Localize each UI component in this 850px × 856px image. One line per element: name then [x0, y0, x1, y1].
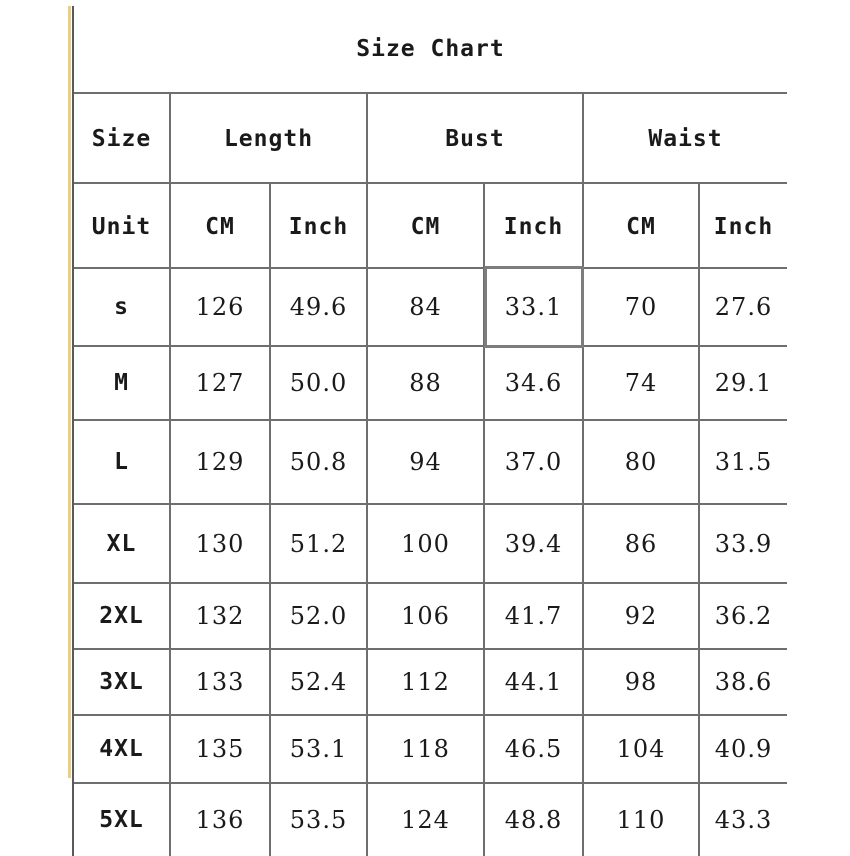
cell-bust-cm: 94	[409, 448, 442, 476]
cell-waist-cm: 74	[624, 369, 658, 397]
cell-waist-inch: 43.3	[714, 806, 773, 834]
header-bust: Bust	[445, 126, 505, 152]
header-bust-cm: CM	[410, 213, 441, 240]
cell-waist-inch: 29.1	[714, 369, 773, 397]
cell-length-cm: 136	[195, 806, 245, 834]
cell-length-cm: 130	[195, 529, 245, 558]
cell-length-inch: 52.4	[289, 668, 348, 696]
cell-length-cm: 135	[195, 735, 245, 763]
cell-bust-inch: 46.5	[504, 735, 563, 763]
document-edge-stripe	[68, 6, 71, 778]
cell-bust-inch: 37.0	[504, 448, 563, 476]
cell-waist-cm: 98	[624, 668, 658, 696]
cell-bust-inch: 33.1	[504, 293, 563, 321]
cell-length-cm: 129	[195, 448, 245, 476]
header-length-cm: CM	[205, 213, 235, 240]
cell-waist-cm: 104	[616, 735, 666, 763]
header-bust-inch: Inch	[503, 213, 564, 240]
cell-bust-cm: 100	[401, 529, 450, 558]
cell-waist-cm: 86	[624, 529, 658, 558]
cell-size: 5XL	[99, 807, 144, 833]
cell-bust-inch: 41.7	[504, 602, 563, 630]
cell-length-inch: 52.0	[289, 602, 348, 630]
cell-waist-inch: 33.9	[714, 529, 773, 558]
row-divider	[74, 92, 787, 94]
cell-bust-cm: 84	[409, 293, 442, 321]
header-length-inch: Inch	[288, 213, 349, 240]
cell-bust-inch: 48.8	[504, 806, 563, 834]
cell-length-inch: 51.2	[289, 529, 348, 558]
cell-length-cm: 126	[195, 293, 245, 321]
cell-waist-inch: 36.2	[714, 602, 773, 630]
cell-waist-cm: 80	[624, 448, 658, 476]
cell-length-cm: 133	[195, 668, 245, 696]
cell-length-inch: 50.0	[289, 369, 348, 397]
cell-waist-inch: 31.5	[714, 448, 773, 476]
cell-size: XL	[106, 530, 137, 557]
cell-size: M	[114, 370, 129, 396]
cell-size: 2XL	[99, 603, 144, 629]
cell-waist-inch: 38.6	[714, 668, 773, 696]
cell-bust-inch: 44.1	[504, 668, 563, 696]
cell-size: 4XL	[99, 736, 144, 762]
cell-length-inch: 53.1	[289, 735, 348, 763]
cell-bust-cm: 124	[401, 806, 450, 834]
cell-length-inch: 49.6	[289, 293, 348, 321]
cell-bust-cm: 88	[409, 369, 442, 397]
cell-bust-inch: 34.6	[504, 369, 563, 397]
cell-waist-cm: 92	[624, 602, 658, 630]
cell-waist-inch: 27.6	[714, 293, 773, 321]
table-title: Size Chart	[356, 36, 505, 62]
cell-waist-cm: 110	[616, 806, 666, 834]
header-size: Size	[91, 126, 152, 152]
cell-length-cm: 127	[195, 369, 245, 397]
header-waist-inch: Inch	[713, 213, 774, 240]
header-unit: Unit	[91, 213, 152, 240]
cell-bust-cm: 106	[401, 602, 450, 630]
cell-size: 3XL	[99, 669, 144, 695]
cell-length-inch: 53.5	[289, 806, 348, 834]
cell-bust-cm: 112	[401, 668, 450, 696]
cell-waist-cm: 70	[624, 293, 658, 321]
row-divider	[74, 182, 787, 184]
header-waist-cm: CM	[626, 213, 656, 240]
cell-length-inch: 50.8	[289, 448, 348, 476]
cell-bust-inch: 39.4	[504, 529, 563, 558]
cell-size: L	[114, 449, 129, 475]
cell-size: s	[114, 294, 129, 320]
cell-waist-inch: 40.9	[714, 735, 773, 763]
cell-length-cm: 132	[195, 602, 245, 630]
header-waist: Waist	[648, 126, 723, 152]
cell-bust-cm: 118	[401, 735, 450, 763]
size-chart-table	[72, 6, 787, 856]
header-length: Length	[223, 126, 314, 152]
